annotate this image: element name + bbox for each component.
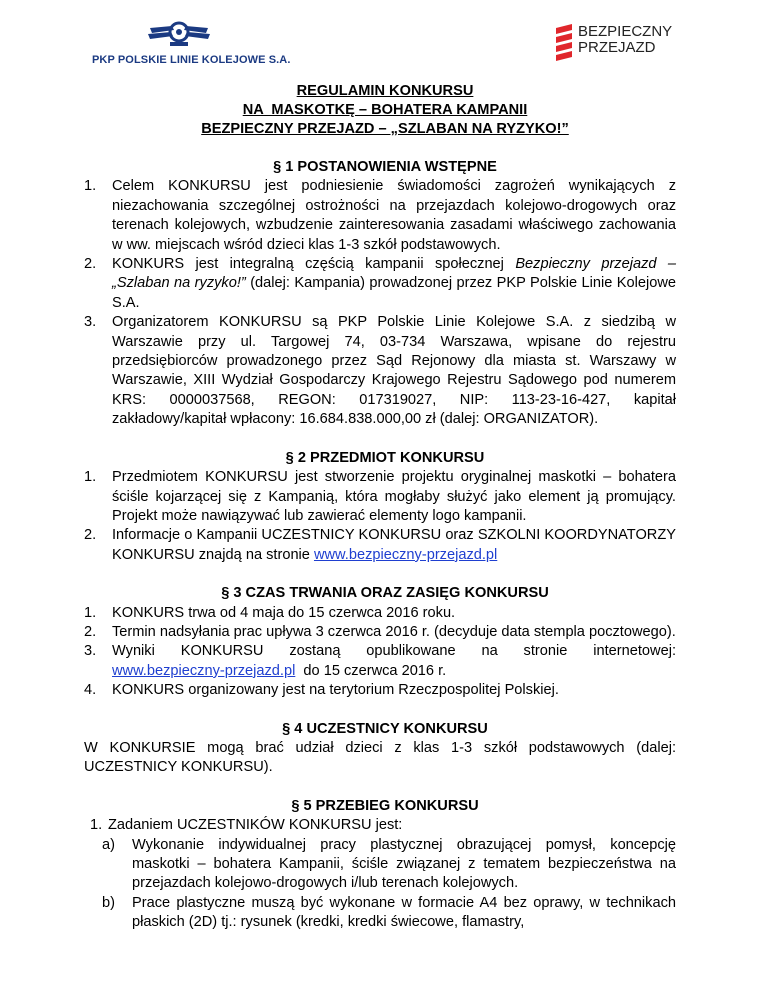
bezpieczny-przejazd-logo [552,20,692,64]
section-1-item-1-text: Celem KONKURSU jest podniesienie świadomości zagrożeń wynikających z niezachowania szczególnej ostrożności na przejazdach kolejowo-drogowych oraz terenach kolejowych, wzbudzenie zainteresowania zasadami właściwego zachowania w ww. miejscach wśród dzieci klas 1-3 szkół podstawowych. [112,178,676,253]
section-2-title: § 2 PRZEDMIOT KONKURSU [285,449,485,466]
section-2-item-1-text: Przedmiotem KONKURSU jest stworzenie projektu oryginalnej maskotki – bohatera ściśle kojarzącej się z Kampanią, która mogłaby służyć jako element ją promujący. Projekt może nawiązywać lub zawierać elementy logo kampanii. [112,469,676,524]
section-3-item-4-text: KONKURS organizowany jest na terytorium Rzeczpospolitej Polskiej. [112,682,559,699]
section-3-item-2: 2. Termin nadsyłania prac upływa 3 czerwca 2016 r. (decyduje data stempla pocztowego). [84,623,676,640]
section-3-item-1: 1. KONKURS trwa od 4 maja do 15 czerwca 2016 roku. [84,604,456,621]
campaign-logo-line2: PRZEJAZD [578,39,656,56]
section-1-item-3: 3. Organizatorem KONKURSU są PKP Polskie Linie Kolejowe S.A. z siedzibą w Warszawie przy ul. Targowej 74, 03-734 Warszawa, wpisane do rejestru przedsiębiorców prowadzonego przez Sąd Rejonowy dla miasta st. Warszawy w Warszawie, XIII Wydział Gospodarczy Krajowego Rejestru Sądowego pod numerem KRS: 0000037568, REGON: 017319027, NIP: 113-23-16-427, kapitał zakładowy/kapitał wpłacony: 16.684.838.000,00 zł (dalej: ORGANIZATOR). [84,314,676,428]
section-3-list [84,604,676,701]
section-3-item-3-text: Wyniki KONKURSU zostaną opublikowane na stronie internetowej: [112,643,676,660]
pkp-logo-text: PKP POLSKIE LINIE KOLEJOWE S.A. [92,54,291,66]
section-1-title: § 1 POSTANOWIENIA WSTĘPNE [273,159,497,175]
title-line-2: NA MASKOTKĘ – BOHATERA KAMPANII [242,102,528,118]
section-5-sub-a [94,836,676,894]
section-2-item-1: 1. Przedmiotem KONKURSU jest stworzenie projektu oryginalnej maskotki – bohatera ściśle kojarzącej się z Kampanią, która mogłaby służyć jako element ją promujący. Projekt może nawiązywać lub zawierać elementy logo kampanii. [84,469,676,524]
website-link[interactable]: www.bezpieczny-przejazd.pl [313,546,498,563]
section-3-item-3: 3. Wyniki KONKURSU zostaną opublikowane na stronie internetowej: www.bezpieczny-przejazd.pl do 15 czerwca 2016 r. [84,643,676,679]
section-5-sub-b-text: Prace plastyczne muszą być wykonane w formacie A4 bez oprawy, w technikach płaskich (2D) tj.: rysunek (kredki, kredki świecowe, flamastry, [132,894,676,931]
section-1-list [84,177,676,429]
section-1-item-2: 2. KONKURS jest integralną częścią kampanii społecznej Bezpieczny przejazd – „Szlaban na ryzyko!” (dalej: Kampania) prowadzonej przez PKP Polskie Linie Kolejowe S.A. [84,256,676,311]
section-4-text: W KONKURSIE mogą brać udział dzieci z klas 1-3 szkół podstawowych (dalej: UCZESTNICY KONKURSU). [84,739,676,776]
section-1-item-2-text-b: (dalej: Kampania) prowadzonej przez PKP Polskie Linie Kolejowe S.A. [112,275,676,311]
section-3-title: § 3 CZAS TRWANIA ORAZ ZASIĘG KONKURSU [221,585,549,602]
section-3-item-1-text: KONKURS trwa od 4 maja do 15 czerwca 2016 roku. [112,604,456,621]
section-5-title: § 5 PRZEBIEG KONKURSU [291,797,479,814]
section-1-item-1: 1. Celem KONKURSU jest podniesienie świadomości zagrożeń wynikających z niezachowania szczególnej ostrożności na przejazdach kolejowo-drogowych oraz terenach kolejowych, wzbudzenie zainteresowania zasadami właściwego zachowania w ww. miejscach wśród dzieci klas 1-3 szkół podstawowych. [84,178,676,253]
campaign-logo-line1: BEZPIECZNY [578,23,673,40]
section-2-list [84,468,676,565]
section-1-item-2-text-a: KONKURS jest integralną częścią kampanii społecznej [112,256,516,273]
winged-wheel-emblem-icon [144,14,214,52]
section-4-title: § 4 UCZESTNICY KONKURSU [282,720,488,737]
section-2-item-2-text: Informacje o Kampanii UCZESTNICY KONKURSU oraz SZKOLNI KOORDYNATORZY KONKURSU znajdą na stronie [112,527,676,563]
section-3-item-3-tail: do 15 czerwca 2016 r. [295,662,447,679]
campaign-name-italic: Bezpieczny przejazd – „Szlaban na ryzyko!” [112,256,676,292]
title-line-1: REGULAMIN KONKURSU [296,83,474,99]
section-5-sub-b [94,894,676,933]
section-5-item-1-text: Zadaniem UCZESTNIKÓW KONKURSU jest: [108,817,403,834]
section-5-sub-a-text: Wykonanie indywidualnej pracy plastycznej obrazującej pomysł, koncepcję maskotki – bohatera Kampanii, ściśle związanej z tematem bezpieczeństwa na przejazdach kolejowo-drogowych i/lub terenach kolejowych. [132,836,676,892]
section-5-item-1: 1. Zadaniem UCZESTNIKÓW KONKURSU jest: [90,817,403,834]
section-1-item-3-text: Organizatorem KONKURSU są PKP Polskie Linie Kolejowe S.A. z siedzibą w Warszawie przy ul. Targowej 74, 03-734 Warszawa, wpisane do rejestru przedsiębiorców prowadzonego przez Sąd Rejonowy dla miasta st. Warszawy w Warszawie, XIII Wydział Gospodarczy Krajowego Rejestru Sądowego pod numerem KRS: 0000037568, REGON: 017319027, NIP: 113-23-16-427, kapitał zakładowy/kapitał wpłacony: 16.684.838.000,00 zł (dalej: ORGANIZATOR). [112,314,676,428]
campaign-logo-text [578,24,672,56]
sub-a-marker: a) [102,836,115,853]
section-3-item-4: 4. KONKURS organizowany jest na terytorium Rzeczpospolitej Polskiej. [84,682,559,699]
section-2-item-2: 2. Informacje o Kampanii UCZESTNICY KONKURSU oraz SZKOLNI KOORDYNATORZY KONKURSU znajdą na stronie www.bezpieczny-przejazd.pl [84,527,676,563]
section-3-item-2-text: Termin nadsyłania prac upływa 3 czerwca 2016 r. (decyduje data stempla pocztowego). [112,623,676,640]
sub-b-marker: b) [102,894,115,911]
campaign-stripes-icon [552,22,576,62]
page-header [0,0,768,80]
document-body [84,80,676,933]
title-line-3: BEZPIECZNY PRZEJAZD – „SZLABAN NA RYZYKO!” [201,121,569,137]
results-website-link[interactable]: www.bezpieczny-przejazd.pl [112,662,296,679]
document-title [94,82,676,139]
pkp-logo [92,14,291,66]
